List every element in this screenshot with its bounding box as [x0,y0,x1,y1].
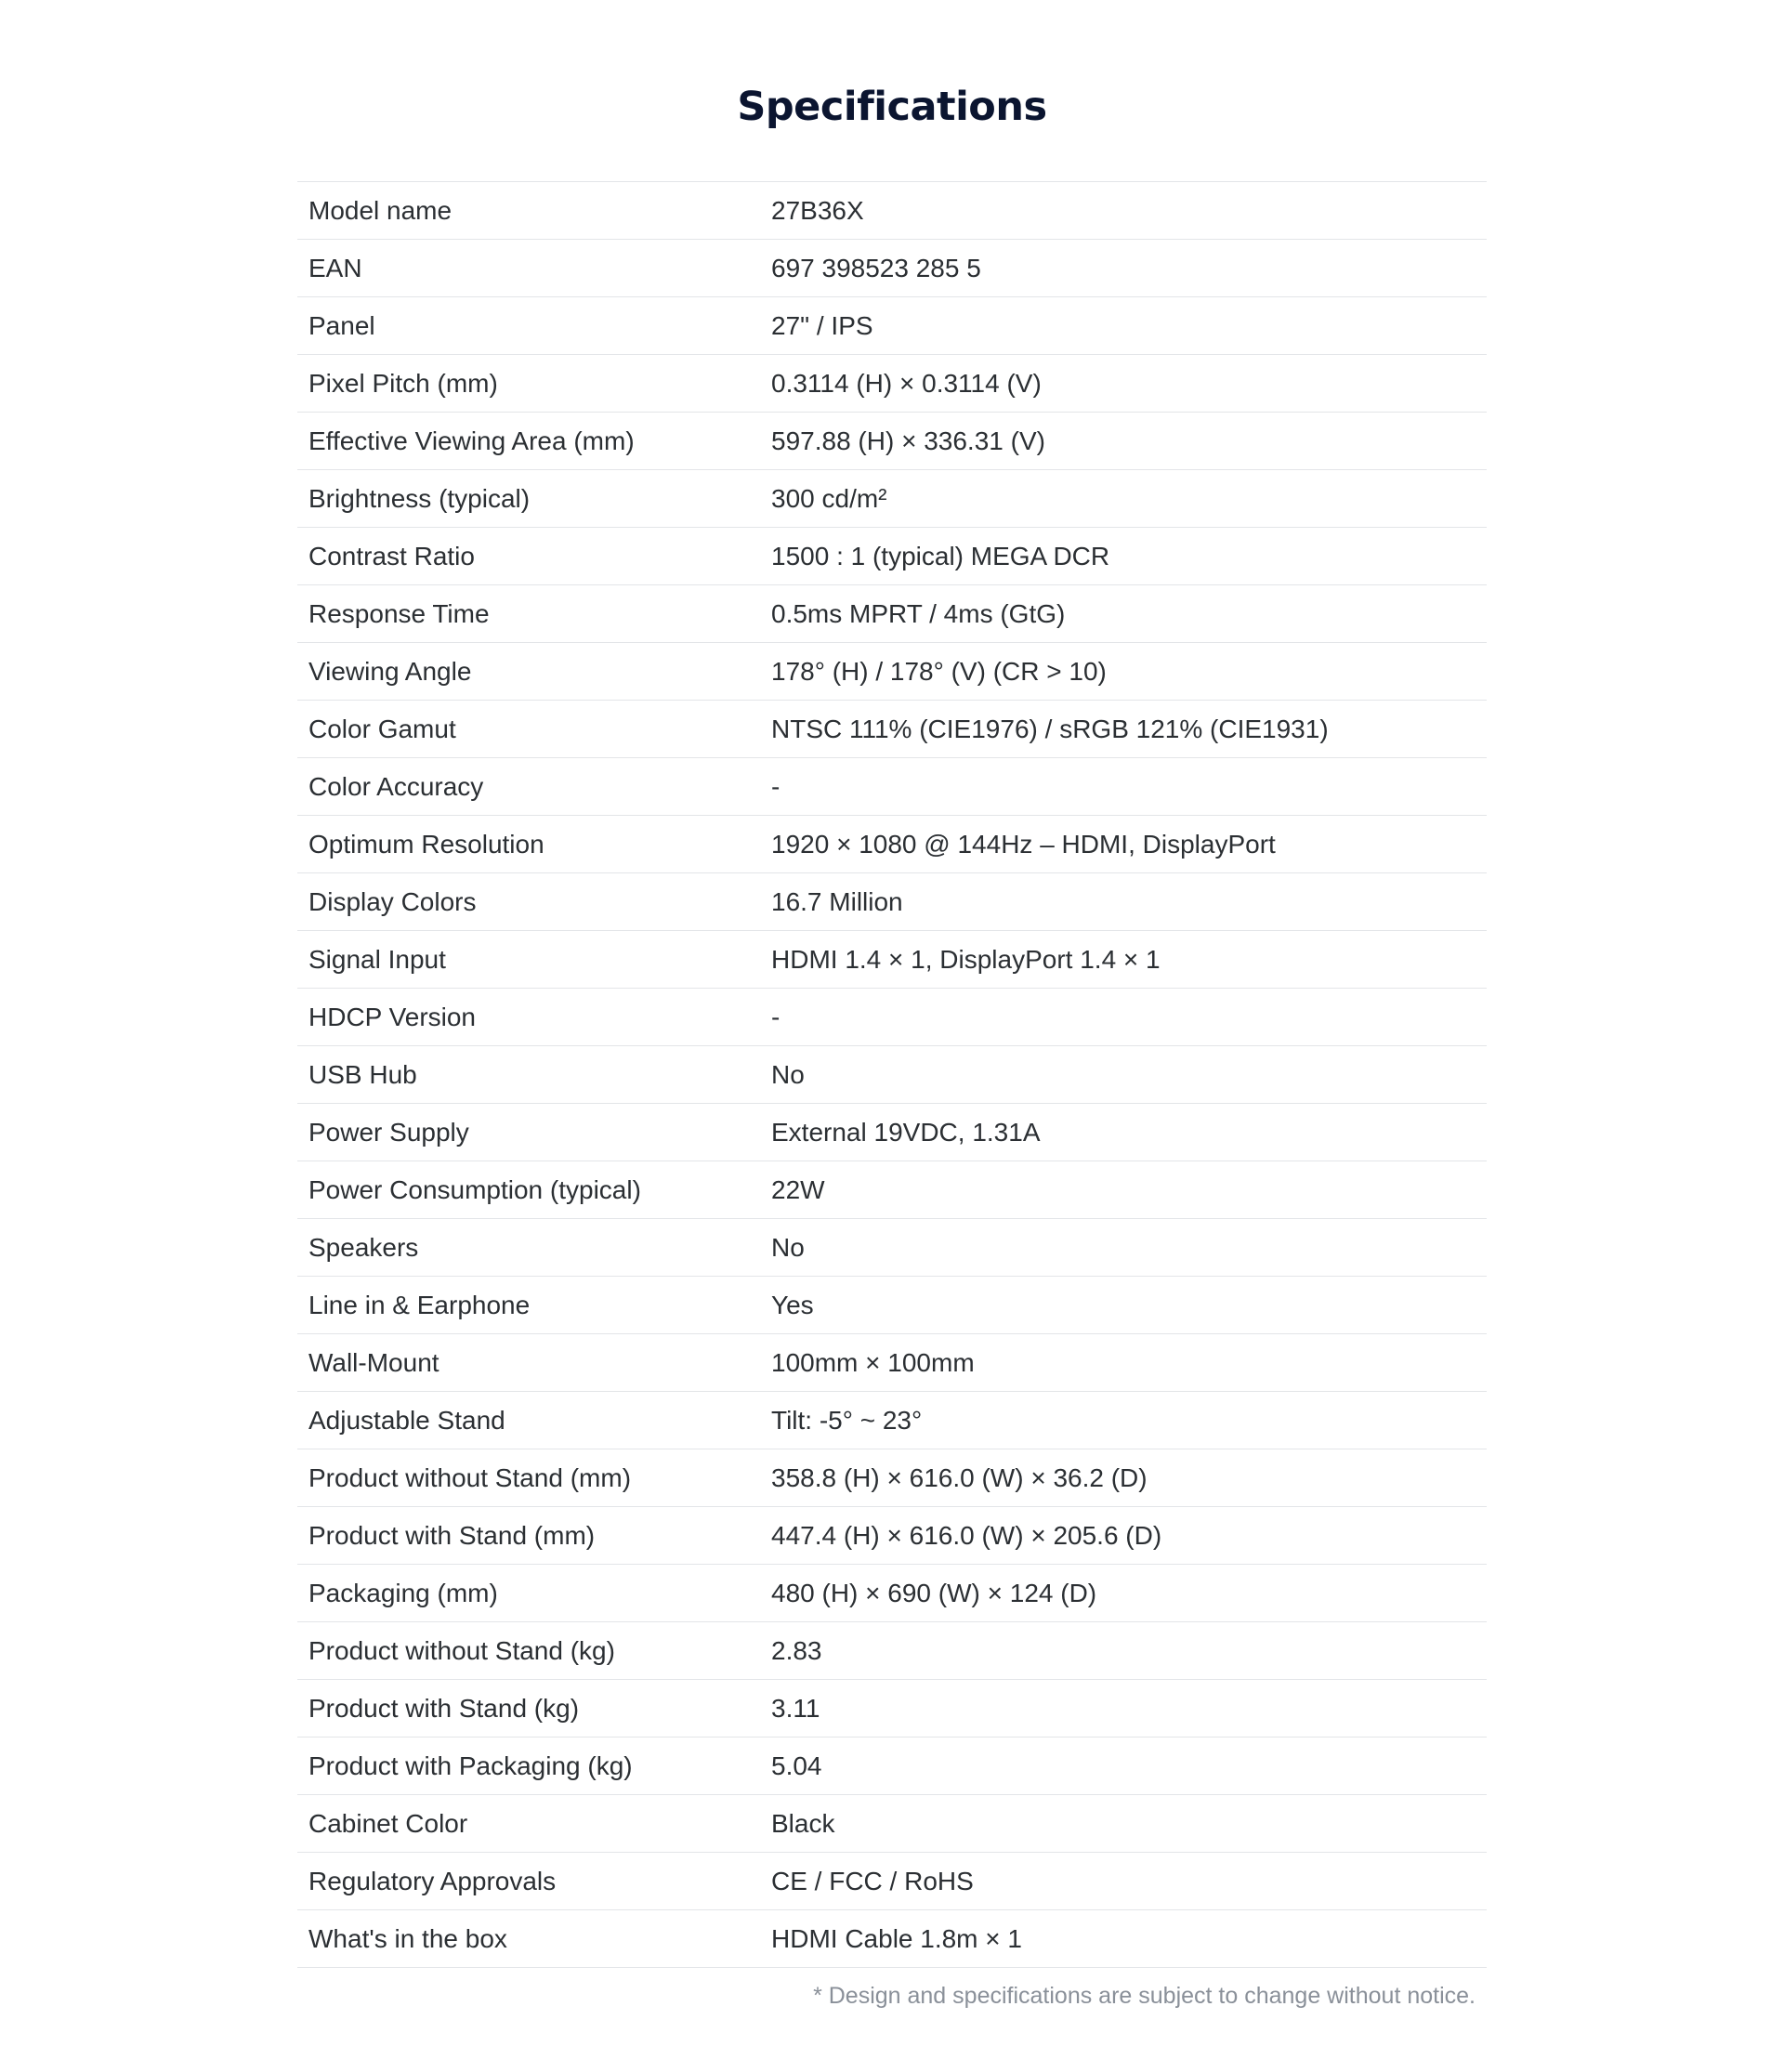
spec-label: Product with Packaging (kg) [308,1751,633,1780]
spec-value: 22W [771,1175,825,1204]
spec-label: Line in & Earphone [308,1291,531,1319]
spec-row [297,989,1487,1046]
spec-label: What's in the box [308,1924,507,1953]
spec-label: Adjustable Stand [308,1406,505,1435]
spec-label: Product with Stand (mm) [308,1521,596,1550]
spec-label: Product without Stand (mm) [308,1463,632,1492]
spec-row [297,1738,1487,1795]
spec-label: Contrast Ratio [308,542,475,570]
spec-row [297,758,1487,816]
spec-value: HDMI 1.4 × 1, DisplayPort 1.4 × 1 [771,945,1161,974]
spec-row [297,470,1487,528]
spec-value: No [771,1060,805,1089]
spec-row [297,1449,1487,1507]
spec-row [297,1104,1487,1161]
disclaimer-note: * Design and specifications are subject to change without notice. [813,1983,1476,2009]
spec-row [297,355,1487,413]
spec-label: Response Time [308,599,490,628]
spec-label: Pixel Pitch (mm) [308,369,498,398]
spec-label: Product with Stand (kg) [308,1694,580,1723]
spec-value: 27" / IPS [771,311,873,340]
spec-value: 16.7 Million [771,887,903,916]
spec-value: - [771,1003,780,1031]
spec-row [297,701,1487,758]
spec-row [297,528,1487,585]
spec-value: 178° (H) / 178° (V) (CR > 10) [771,657,1107,686]
spec-label: Power Consumption (typical) [308,1175,641,1204]
spec-row [297,1392,1487,1449]
spec-value: 300 cd/m² [771,484,887,513]
spec-label: Display Colors [308,887,477,916]
spec-value: 2.83 [771,1636,822,1665]
spec-value: 0.3114 (H) × 0.3114 (V) [771,369,1042,398]
spec-label: USB Hub [308,1060,417,1089]
spec-row [297,873,1487,931]
spec-value: 5.04 [771,1751,822,1780]
spec-row [297,1853,1487,1910]
spec-value: Tilt: -5° ~ 23° [771,1406,923,1435]
spec-label: Wall-Mount [308,1348,439,1377]
spec-row [297,1795,1487,1853]
spec-value: Black [771,1809,835,1838]
spec-row [297,1507,1487,1565]
spec-label: EAN [308,254,362,282]
spec-row [297,816,1487,873]
spec-label: Speakers [308,1233,419,1262]
spec-row [297,585,1487,643]
spec-value: Yes [771,1291,814,1319]
spec-label: Product without Stand (kg) [308,1636,615,1665]
spec-value: 100mm × 100mm [771,1348,975,1377]
spec-row [297,1910,1487,1968]
spec-row [297,240,1487,297]
spec-row [297,413,1487,470]
spec-row [297,1622,1487,1680]
spec-value: 1500 : 1 (typical) MEGA DCR [771,542,1110,570]
spec-label: Packaging (mm) [308,1579,498,1607]
spec-value: 3.11 [771,1694,820,1723]
spec-label: Power Supply [308,1118,469,1147]
spec-label: HDCP Version [308,1003,477,1031]
spec-label: Model name [308,196,453,225]
spec-label: Color Gamut [308,715,456,743]
spec-label: Color Accuracy [308,772,484,801]
spec-row [297,182,1487,240]
spec-row [297,1680,1487,1738]
spec-row [297,297,1487,355]
specifications-table [297,181,1487,1968]
spec-row [297,1046,1487,1104]
spec-row [297,1277,1487,1334]
spec-value: 0.5ms MPRT / 4ms (GtG) [771,599,1066,628]
spec-row [297,931,1487,989]
spec-value: 358.8 (H) × 616.0 (W) × 36.2 (D) [771,1463,1148,1492]
spec-value: External 19VDC, 1.31A [771,1118,1041,1147]
spec-value: 447.4 (H) × 616.0 (W) × 205.6 (D) [771,1521,1162,1550]
spec-row [297,1219,1487,1277]
spec-label: Brightness (typical) [308,484,531,513]
spec-label: Effective Viewing Area (mm) [308,426,635,455]
spec-value: No [771,1233,805,1262]
spec-label: Regulatory Approvals [308,1867,557,1895]
spec-label: Viewing Angle [308,657,472,686]
spec-value: CE / FCC / RoHS [771,1867,974,1895]
spec-value: - [771,772,780,801]
spec-value: NTSC 111% (CIE1976) / sRGB 121% (CIE1931) [771,715,1329,743]
spec-value: 27B36X [771,196,864,225]
spec-label: Panel [308,311,375,340]
spec-label: Signal Input [308,945,446,974]
spec-row [297,1334,1487,1392]
spec-value: HDMI Cable 1.8m × 1 [771,1924,1022,1953]
spec-label: Cabinet Color [308,1809,468,1838]
spec-row [297,643,1487,701]
spec-value: 480 (H) × 690 (W) × 124 (D) [771,1579,1097,1607]
spec-value: 1920 × 1080 @ 144Hz – HDMI, DisplayPort [771,830,1276,859]
spec-row [297,1565,1487,1622]
spec-label: Optimum Resolution [308,830,544,859]
spec-value: 597.88 (H) × 336.31 (V) [771,426,1045,455]
spec-value: 697 398523 285 5 [771,254,981,282]
page-title: Specifications [737,84,1047,130]
spec-row [297,1161,1487,1219]
